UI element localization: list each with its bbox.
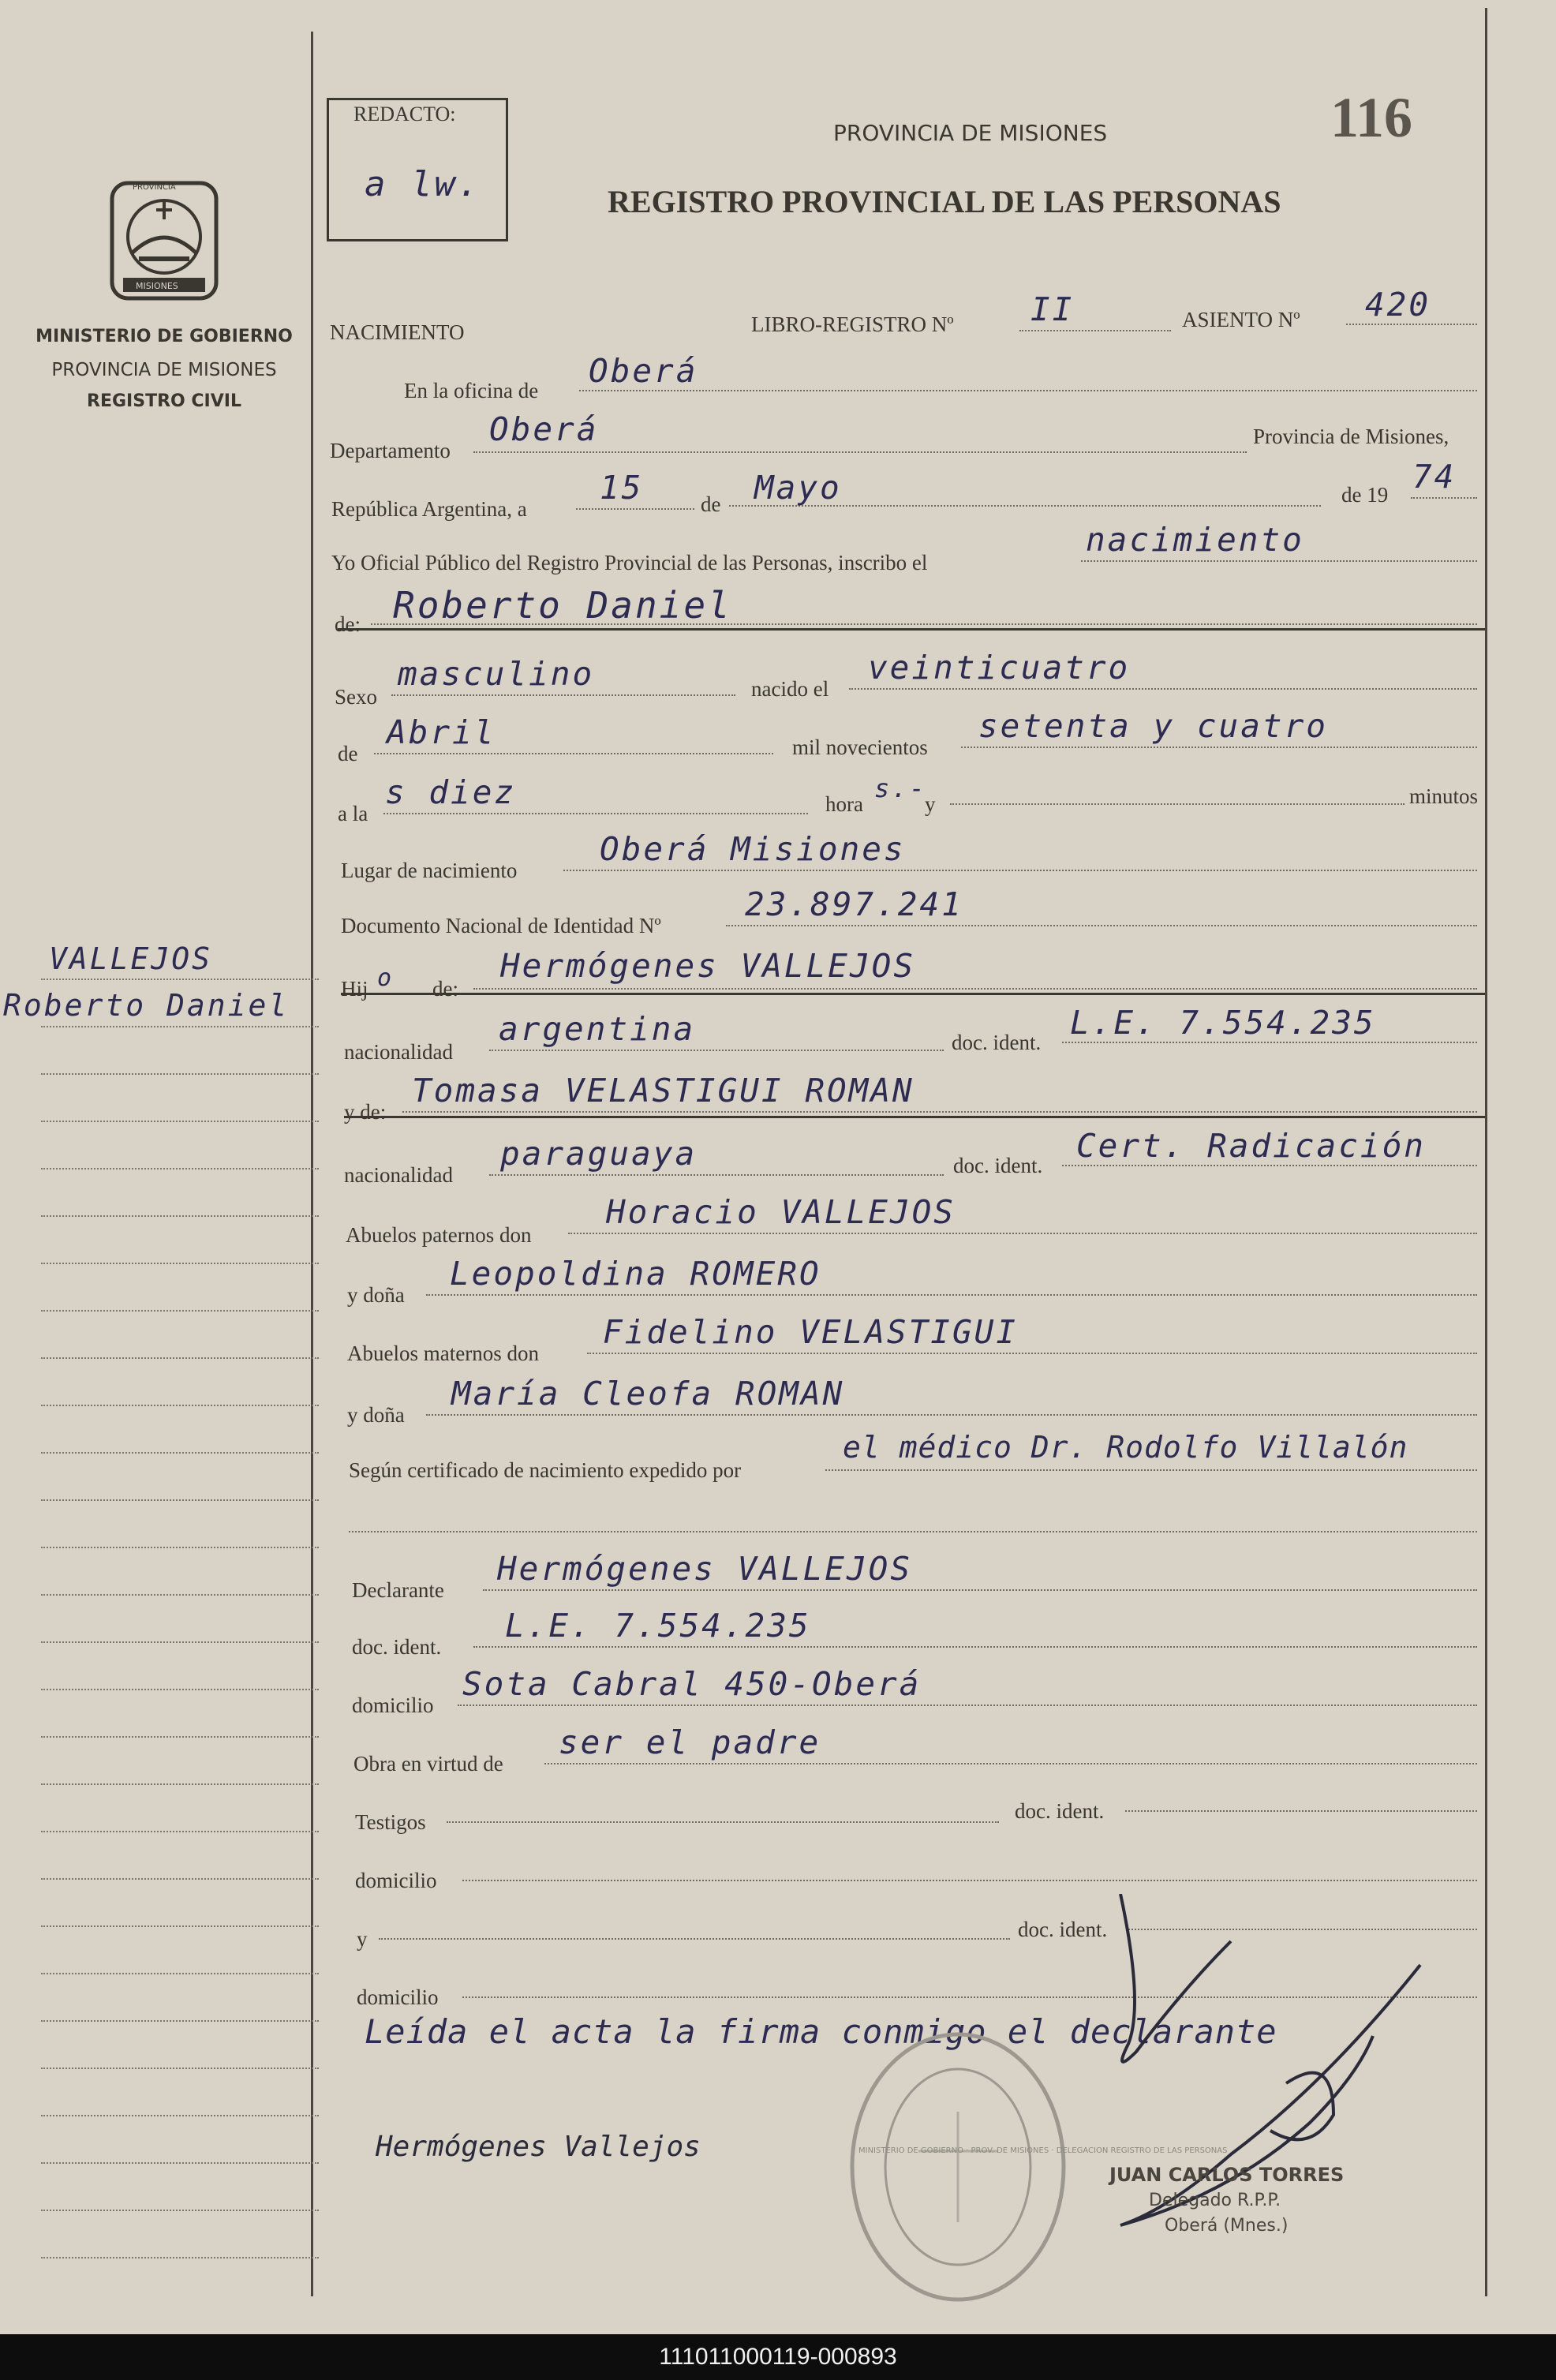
margin-line xyxy=(41,1026,319,1027)
oficial-value: nacimiento xyxy=(1086,521,1304,559)
nac1-value: argentina xyxy=(499,1010,696,1048)
declarant-signature: Hermógenes Vallejos xyxy=(376,2131,701,2163)
lugar-value: Oberá Misiones xyxy=(600,830,906,868)
abpat-value: Horacio VALLEJOS xyxy=(606,1193,956,1231)
dni-label: Documento Nacional de Identidad Nº xyxy=(341,914,661,937)
dni-value: 23.897.241 xyxy=(745,885,963,923)
margin-line xyxy=(41,1121,319,1122)
domicilio3-label: domicilio xyxy=(357,1985,439,2009)
hijo-de-label: de: xyxy=(432,977,458,1001)
month-value: Mayo xyxy=(754,469,842,507)
declarante-value: Hermógenes VALLEJOS xyxy=(497,1550,912,1588)
abpat-label: Abuelos paternos don xyxy=(346,1223,532,1247)
nacido-value: veinticuatro xyxy=(868,649,1131,687)
margin-line xyxy=(41,1689,319,1690)
margin-line xyxy=(41,1641,319,1643)
libro-value: II xyxy=(1030,290,1075,328)
mother-value: Tomasa VELASTIGUI ROMAN xyxy=(412,1072,915,1110)
redacto-initials: a lw. xyxy=(365,164,481,204)
obra-label: Obra en virtud de xyxy=(353,1752,503,1776)
official-title: Delegado R.P.P. xyxy=(1149,2191,1281,2210)
ministry-line-3: REGISTRO CIVIL xyxy=(87,391,241,411)
oficina-label: En la oficina de xyxy=(404,379,539,402)
domicilio1-value: Sota Cabral 450-Oberá xyxy=(462,1665,922,1703)
republica-label: República Argentina, a xyxy=(331,497,527,521)
official-stamp-icon xyxy=(832,2017,1084,2317)
father-value: Hermógenes VALLEJOS xyxy=(500,947,915,985)
nac1-label: nacionalidad xyxy=(344,1040,453,1064)
provincia-label: Provincia de Misiones, xyxy=(1253,425,1449,448)
docid2-label: doc. ident. xyxy=(953,1154,1043,1177)
margin-line xyxy=(41,979,319,980)
ala-label: a la xyxy=(338,802,368,825)
official-name: JUAN CARLOS TORRES xyxy=(1109,2164,1345,2186)
official-place: Oberá (Mnes.) xyxy=(1165,2216,1289,2236)
name-label: de: xyxy=(335,612,361,636)
declarante-label: Declarante xyxy=(352,1578,444,1602)
closing-statement: Leída el acta la firma conmigo el declarante xyxy=(365,2012,1277,2051)
section-rule xyxy=(341,993,1485,995)
margin-line xyxy=(41,1215,319,1217)
hijo-label: Hij xyxy=(341,977,368,1001)
docid3-label: doc. ident. xyxy=(352,1635,442,1659)
docid1-value: L.E. 7.554.235 xyxy=(1070,1004,1376,1042)
nacido-label: nacido el xyxy=(751,677,829,701)
margin-line xyxy=(41,2020,319,2022)
nac2-value: paraguaya xyxy=(500,1135,698,1173)
margin-line xyxy=(41,1736,319,1738)
margin-line xyxy=(41,1973,319,1974)
section-rule xyxy=(338,628,1485,631)
margin-line xyxy=(41,2068,319,2069)
birth-month-value: Abril xyxy=(387,713,496,751)
lugar-label: Lugar de nacimiento xyxy=(341,859,518,882)
record-type-label: NACIMIENTO xyxy=(330,320,465,344)
margin-line xyxy=(41,2257,319,2258)
margin-line xyxy=(41,1878,319,1880)
section-rule xyxy=(344,1116,1485,1118)
de-birth-month-label: de xyxy=(338,742,358,765)
yde-label: y de: xyxy=(344,1100,387,1124)
y2-label: y xyxy=(357,1927,368,1951)
margin-line xyxy=(41,1263,319,1264)
docid5-label: doc. ident. xyxy=(1018,1918,1108,1941)
asiento-label: ASIENTO Nº xyxy=(1182,308,1300,331)
minutos-label: minutos xyxy=(1409,784,1479,808)
horas-suffix: s.- xyxy=(874,773,927,803)
seal-text-top: PROVINCIA xyxy=(133,183,176,192)
departamento-value: Oberá xyxy=(489,410,599,448)
margin-given-name: Roberto Daniel xyxy=(3,988,290,1023)
docid1-label: doc. ident. xyxy=(952,1031,1042,1054)
margin-line xyxy=(41,1310,319,1312)
day-value: 15 xyxy=(600,469,644,507)
right-edge xyxy=(1485,8,1487,2296)
margin-line xyxy=(41,1925,319,1927)
province-heading: PROVINCIA DE MISIONES xyxy=(833,120,1108,146)
margin-line xyxy=(41,1357,319,1359)
oficina-value: Oberá xyxy=(589,352,698,390)
ministry-line-2: PROVINCIA DE MISIONES xyxy=(51,360,277,380)
ydona1-label: y doña xyxy=(347,1283,405,1307)
sexo-value: masculino xyxy=(398,655,595,693)
margin-line xyxy=(41,1831,319,1832)
margin-line xyxy=(41,1168,319,1169)
ministry-line-1: MINISTERIO DE GOBIERNO xyxy=(36,327,293,346)
testigos-label: Testigos xyxy=(355,1810,426,1834)
year-label: de 19 xyxy=(1341,483,1389,507)
stamp-text: MINISTERIO DE GOBIERNO · PROV. DE MISIONES · DELEGACION REGISTRO DE LAS PERSONAS xyxy=(858,2146,1228,2155)
margin-line xyxy=(41,2210,319,2211)
horas-label: hora xyxy=(825,792,863,816)
margin-line xyxy=(41,1073,319,1075)
birth-year-value: setenta y cuatro xyxy=(978,707,1328,745)
seal-text-bottom: MISIONES xyxy=(136,281,178,291)
margin-line xyxy=(41,2115,319,2116)
document-code: 111011000119-000893 xyxy=(659,2344,897,2370)
domicilio1-label: domicilio xyxy=(352,1693,434,1717)
segun-label: Según certificado de nacimiento expedido por xyxy=(349,1458,742,1482)
hijo-suffix: o xyxy=(377,964,395,992)
left-column-rule xyxy=(311,32,313,2296)
margin-line xyxy=(41,1499,319,1501)
hour-value: s diez xyxy=(385,773,517,811)
docid4-label: doc. ident. xyxy=(1015,1799,1105,1823)
asiento-value: 420 xyxy=(1365,286,1431,324)
year-value: 74 xyxy=(1412,458,1457,496)
domicilio2-label: domicilio xyxy=(355,1869,437,1892)
margin-line xyxy=(41,1452,319,1454)
oficial-label: Yo Oficial Público del Registro Provincial de las Personas, inscribo el xyxy=(331,551,928,574)
page-number: 116 xyxy=(1330,86,1413,149)
docid3-value: L.E. 7.554.235 xyxy=(505,1607,811,1645)
margin-line xyxy=(41,1547,319,1548)
ydona2-value: María Cleofa ROMAN xyxy=(451,1375,845,1413)
de-label: de xyxy=(701,492,721,516)
name-value: Roberto Daniel xyxy=(393,584,732,627)
libro-label: LIBRO-REGISTRO Nº xyxy=(751,312,954,336)
margin-line xyxy=(41,1405,319,1406)
nac2-label: nacionalidad xyxy=(344,1163,453,1187)
departamento-label: Departamento xyxy=(330,439,451,462)
abmat-value: Fidelino VELASTIGUI xyxy=(603,1313,1018,1351)
footer-bar xyxy=(0,2334,1556,2380)
margin-line xyxy=(41,2162,319,2164)
margin-line xyxy=(41,1783,319,1785)
margin-surname: VALLEJOS xyxy=(49,941,213,976)
ydona2-label: y doña xyxy=(347,1403,405,1427)
abmat-label: Abuelos maternos don xyxy=(347,1342,539,1365)
margin-line xyxy=(41,1594,319,1596)
redacto-label: REDACTO: xyxy=(353,103,456,125)
y-label: y xyxy=(925,792,936,816)
registry-title: REGISTRO PROVINCIAL DE LAS PERSONAS xyxy=(608,184,1281,219)
docid2-value: Cert. Radicación xyxy=(1076,1127,1426,1165)
segun-value: el médico Dr. Rodolfo Villalón xyxy=(843,1430,1408,1465)
ydona1-value: Leopoldina ROMERO xyxy=(450,1255,821,1293)
obra-value: ser el padre xyxy=(559,1723,821,1761)
novecientos-label: mil novecientos xyxy=(792,735,928,759)
sexo-label: Sexo xyxy=(335,685,377,709)
